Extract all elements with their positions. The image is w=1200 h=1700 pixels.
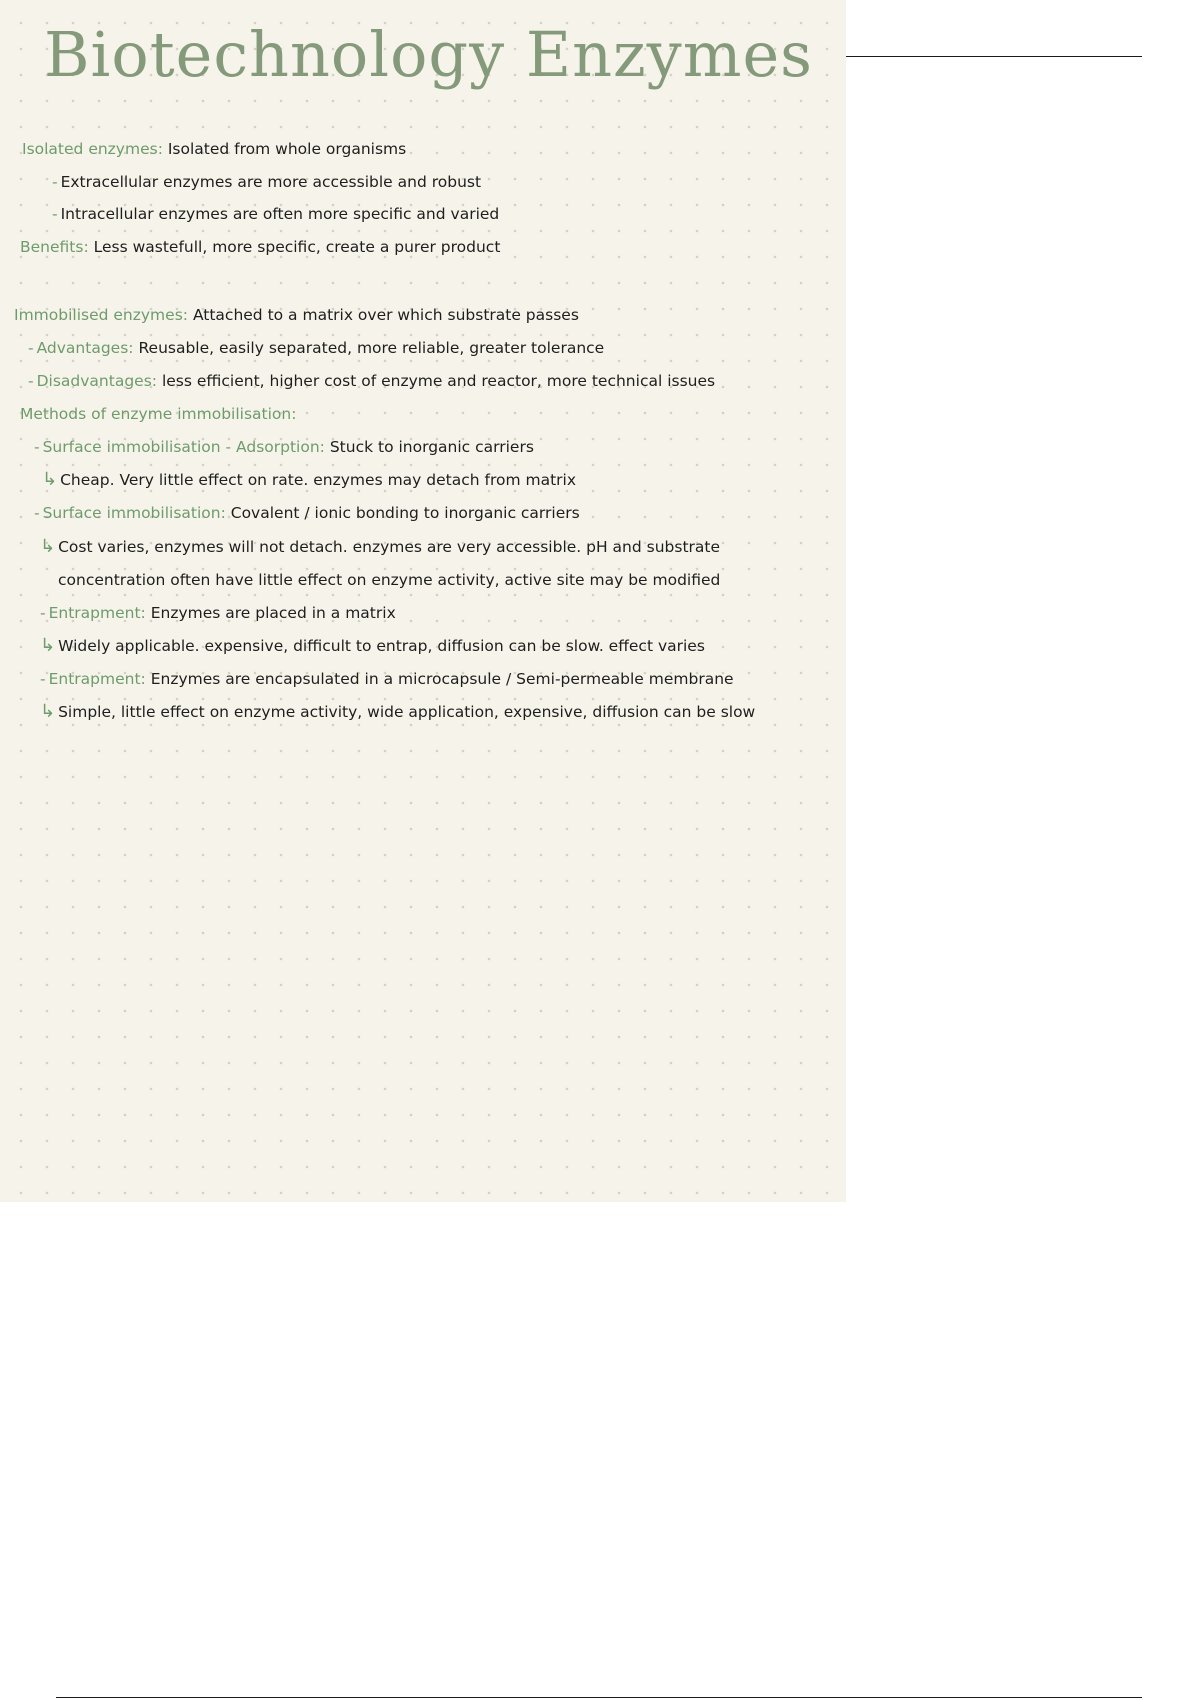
methods-heading — [20, 404, 296, 424]
method-4-detail — [40, 702, 755, 722]
dash-mark: - — [28, 339, 34, 357]
method-2-detail-text: Cost varies, enzymes will not detach. enzymes are very accessible. pH and substrate — [58, 538, 721, 556]
method-2-text: Covalent / ionic bonding to inorganic carriers — [230, 504, 580, 522]
method-2-detail-cont-text: concentration often have little effect on enzyme activity, active site may be modified — [58, 571, 721, 589]
return-arrow-icon: ↳ — [42, 469, 58, 490]
method-4-detail-text: Simple, little effect on enzyme activity, wide application, expensive, diffusion can be slow — [58, 703, 756, 721]
note-page — [0, 0, 846, 1202]
method-2-detail — [40, 537, 720, 557]
dash-mark: - — [52, 173, 58, 191]
advantages-text: Reusable, easily separated, more reliable, greater tolerance — [138, 339, 605, 357]
dash-mark: - — [28, 372, 34, 390]
disadvantages-label: Disadvantages: — [36, 372, 157, 390]
page-title: Biotechnology Enzymes — [44, 18, 813, 91]
isolated-label: Isolated enzymes: — [22, 140, 163, 158]
immobilised-line — [14, 305, 579, 325]
dash-mark: - — [52, 205, 58, 223]
method-1-label: Surface immobilisation - Adsorption: — [42, 438, 325, 456]
method-3-detail — [40, 636, 705, 656]
return-arrow-icon: ↳ — [40, 635, 56, 656]
method-4-text: Enzymes are encapsulated in a microcapsule / Semi-permeable membrane — [150, 670, 734, 688]
isolated-text: Isolated from whole organisms — [167, 140, 407, 158]
advantages-label: Advantages: — [36, 339, 134, 357]
dash-mark: - — [34, 504, 40, 522]
bottom-rule-divider — [56, 1697, 1142, 1698]
benefits-text: Less wastefull, more specific, create a purer product — [93, 238, 501, 256]
return-arrow-icon: ↳ — [40, 701, 56, 722]
immobilised-label: Immobilised enzymes: — [14, 306, 188, 324]
immobilised-text: Attached to a matrix over which substrate passes — [192, 306, 579, 324]
disadvantages-line — [28, 371, 715, 391]
method-2-detail-cont — [58, 570, 720, 590]
methods-heading-text: Methods of enzyme immobilisation: — [20, 405, 297, 423]
method-1-detail-text: Cheap. Very little effect on rate. enzymes may detach from matrix — [60, 471, 577, 489]
dash-mark: - — [40, 670, 46, 688]
disadvantages-text: less efficient, higher cost of enzyme and reactor, more technical issues — [161, 372, 716, 390]
dash-mark: - — [34, 438, 40, 456]
method-1-line — [34, 437, 534, 457]
isolated-line — [22, 139, 406, 159]
bullet-text: Extracellular enzymes are more accessible and robust — [60, 173, 482, 191]
isolated-bullet-2 — [52, 204, 499, 224]
benefits-line — [20, 237, 500, 257]
method-1-text: Stuck to inorganic carriers — [329, 438, 534, 456]
method-3-detail-text: Widely applicable. expensive, difficult to entrap, diffusion can be slow. effect varies — [58, 637, 705, 655]
method-3-text: Enzymes are placed in a matrix — [150, 604, 396, 622]
method-1-detail — [42, 470, 576, 490]
return-arrow-icon: ↳ — [40, 536, 56, 557]
advantages-line — [28, 338, 604, 358]
benefits-label: Benefits: — [20, 238, 89, 256]
top-rule-divider — [846, 56, 1142, 57]
dash-mark: - — [40, 604, 46, 622]
isolated-bullet-1 — [52, 172, 481, 192]
method-3-line — [40, 603, 396, 623]
method-4-label: Entrapment: — [48, 670, 146, 688]
method-2-line — [34, 503, 580, 523]
method-3-label: Entrapment: — [48, 604, 146, 622]
method-2-label: Surface immobilisation: — [42, 504, 226, 522]
method-4-line — [40, 669, 734, 689]
bullet-text: Intracellular enzymes are often more specific and varied — [60, 205, 500, 223]
